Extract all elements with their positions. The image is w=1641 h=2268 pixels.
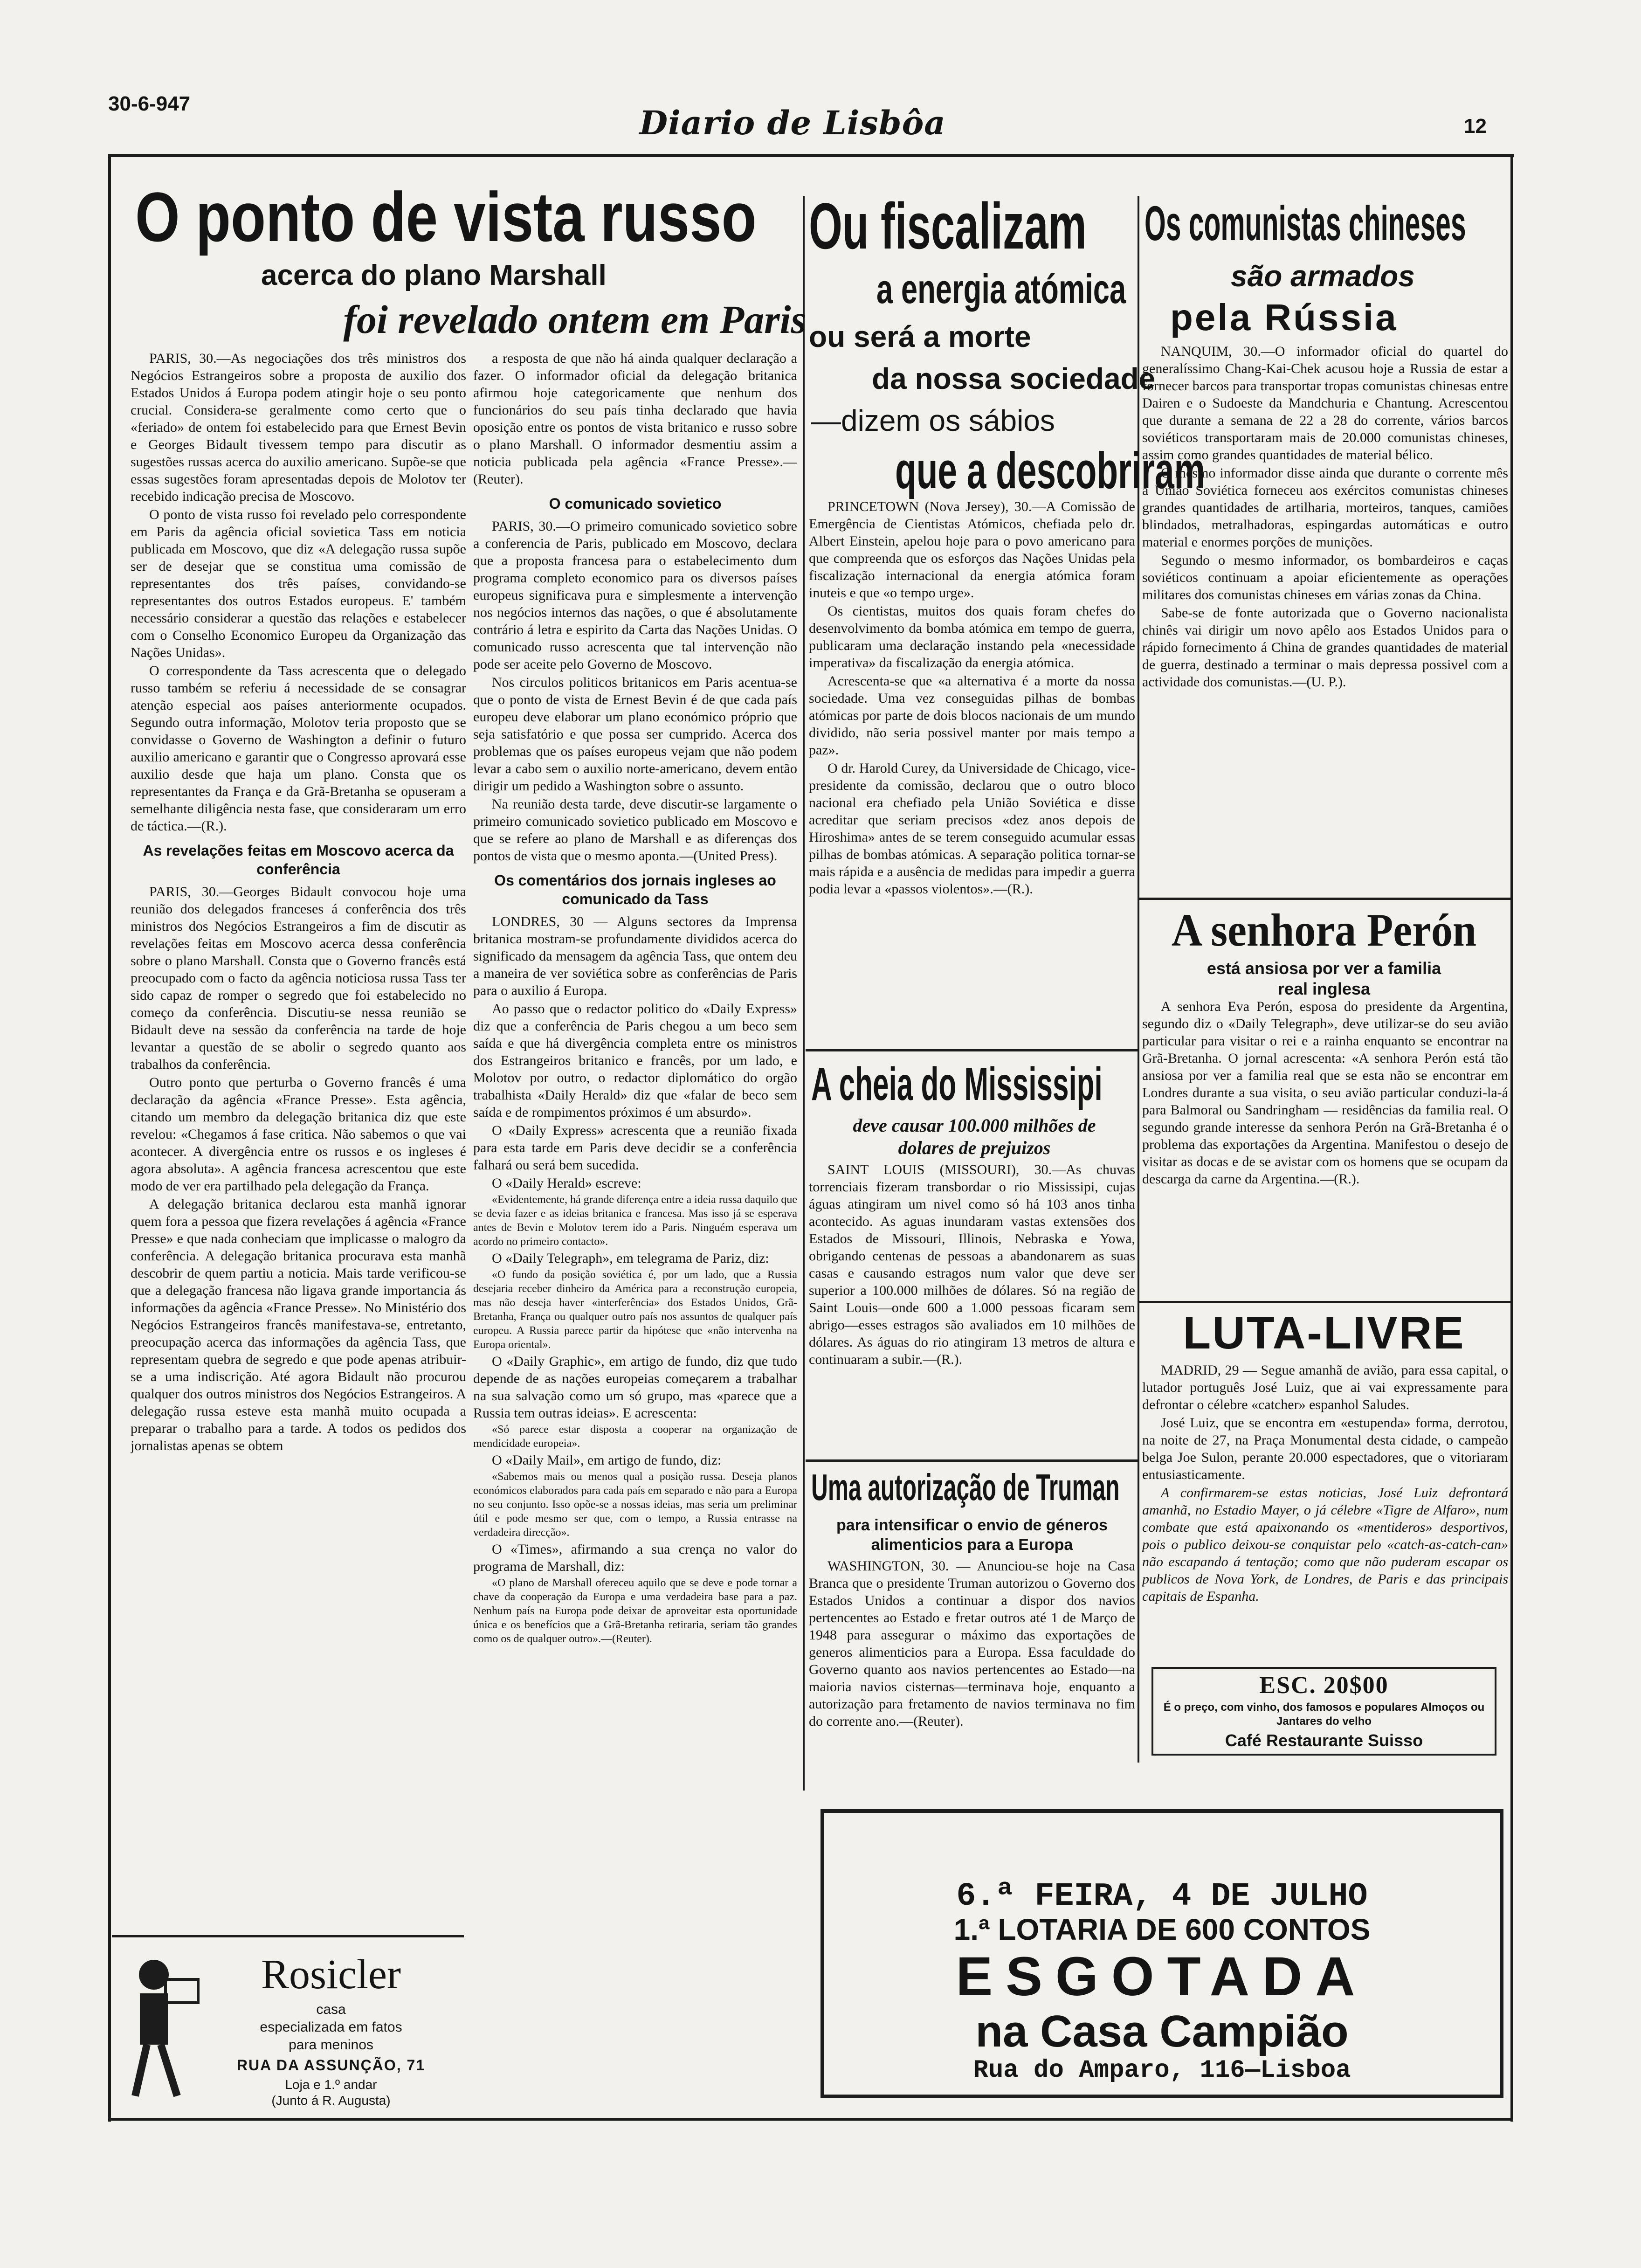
russo-quote: «Evidentemente, há grande diferença entre a ideia russa daquilo que se devia fazer e as ideias britanica e francesa. Mas isso já se esperava antes de Bevin e Molotov terem ido a Paris. Ninguém esperava um acordo no primeiro contacto».: [473, 1194, 797, 1248]
rosicler-line3: para meninos: [289, 2037, 373, 2053]
rosicler-line1: casa: [316, 2002, 346, 2017]
peron-headline: A senhora Perón: [1171, 904, 1477, 956]
atomica-headline-5: —dizem os sábios: [811, 404, 1055, 437]
russo-paragraph: PARIS, 30.—As negociações dos três ministros dos Negócios Estrangeiros sobre a proposta de auxilio dos Estados Unidos á Europa podem atingir hoje o seu ponto crucial. Considera-se geralmente como certo que o «feriado» de ontem foi estabelecido para que Ernest Bevin e Georges Bidault tivessem tempo para discutir as sugestões russas acerca do auxilio americano. Supõe-se que essas sugestões foram apresentadas depois de Molotov ter recebido indicação precisa de Moscovo.: [131, 351, 466, 504]
frame-top: [108, 154, 1514, 157]
suisso-text: É o preço, com vinho, dos famosos e populares Almoços ou Jantares do velho: [1163, 1701, 1485, 1728]
russo-paragraph: O ponto de vista russo foi revelado pelo correspondente em Paris da agência oficial sovietica Tass em noticia publicada em Moscovo, que diz «A delegação russa supõe ser de desejar que se constitua uma comissão de representantes dos três países, convidando-se representantes dos outros Estados europeus. E' também necessário considerar a questão das relações e estabelecer com o Conselho Economico Europeu da Organização das Nações Unidas».: [131, 507, 466, 660]
chineses-paragraph: Sabe-se de fonte autorizada que o Governo nacionalista chinês vai dirigir um novo apêlo aos Estados Unidos para o rápido fornecimento á China de grandes quantidades de material de guerra, destinado a terminar o mais depressa possivel com a actividade dos comunistas.—(U. P.).: [1142, 605, 1508, 690]
mississipi-subhead: deve causar 100.000 milhões de dolares de prejuizos: [853, 1115, 1096, 1158]
atomica-paragraph: Os cientistas, muitos dos quais foram chefes do desenvolvimento da bomba atómica em tempo de guerra, publicaram uma declaração instando pela «necessidade imperativa» da fiscalização da energia atómica.: [809, 603, 1135, 671]
chineses-paragraph: O mesmo informador disse ainda que durante o corrente mês a União Soviética forneceu aos exércitos comunistas chineses grandes quantidades de artilharia, morteiros, tanques, camiões blindados, metralhadoras, espingardas automáticas e outro material e enormes porções de munições.: [1142, 465, 1508, 550]
suisso-ad: [1151, 1667, 1496, 1756]
russo-paragraph: PARIS, 30.—O primeiro comunicado sovietico sobre a conferencia de Paris, publicado em Moscovo, declara que a proposta francesa para o estabelecimento dum programa completo economico para os diversos países europeus significava pura e simplesmente a intervenção nos negócios internos das nações, o que é absolutamente contrário á letra e espirito da Carta das Nações Unidas. O comunicado russo acrescenta que tal intervenção não pode ser aceite pelo Governo de Moscovo.: [473, 519, 797, 672]
chineses-paragraph: Segundo o mesmo informador, os bombardeiros e caças soviéticos continuam a apoiar eficientemente as operações militares dos comunistas chineses em várias zonas da China.: [1142, 553, 1508, 602]
atomica-body: [809, 498, 1135, 1039]
chineses-body: [1142, 343, 1508, 898]
truman-body: [809, 1557, 1135, 1800]
rosicler-line2: especializada em fatos: [260, 2019, 402, 2035]
russo-paragraph: Outro ponto que perturba o Governo francês é uma declaração da agência «France Presse». Esta agência, citando um membro da delegação britanica diz que este revelou: «Chegamos á fase critica. Não sabemos o que vai acontecer. A divergência entre os russos e os ingleses é agora absoluta». A agência francesa acrescentou que este modo de ver era partilhado pela delegação da França.: [131, 1075, 466, 1194]
mississipi-headline: A cheia do Mississipi: [811, 1058, 1103, 1110]
rosicler-ad: [112, 1935, 464, 2112]
russo-paragraph: Ao passo que o redactor politico do «Daily Express» diz que a conferência de Paris chegou a um beco sem saída e que há divergência completa entre os ministros dos Estrangeiros britanico e francês, por um lado, e Molotov por outro, o redactor diplomático do orgão trabalhista «Daily Herald» diz que «falar de beco sem saída e de rompimentos próximos é um absurdo».: [473, 1001, 797, 1120]
lotaria-title: 1.ª LOTARIA DE 600 CONTOS: [953, 1913, 1371, 1946]
russo-quote: «O plano de Marshall ofereceu aquilo que se deve e pode tornar a chave da cooperação da Europa e uma verdadeira base para a paz. Nenhum país na Europa pode deixar de aproveitar esta oportunidade única e os benefícios que a Grã-Bretanha retiraria, seriam tão grandes como os de qualquer outro».—(Reuter).: [473, 1577, 797, 1645]
chineses-headline-3: pela Rússia: [1170, 297, 1398, 338]
mississipi-top-rule: [806, 1049, 1138, 1051]
russo-column-1: [131, 350, 466, 1809]
russo-column-2: [473, 350, 797, 2122]
russo-subhead: acerca do plano Marshall: [261, 259, 607, 291]
russo-paragraph: A delegação britanica declarou esta manhã ignorar quem fora a pessoa que fizera revelações á agência «France Presse» e que nada conheciam que implicasse o malogro da conferência. A delegação britanica procurava esta manhã descobrir de quem partiu a noticia. Mais tarde verificou-se que a delegação francesa não ligava grande importancia ás informações da agência «France Presse». No Ministério dos Negócios Estrangeiros francês manifestava-se, entretanto, preocupação acerca das informações da agência Tass, que representam quebra de segredo e que pode apenas atribuir-se a uma indiscrição. Até agora Bidault não procurou qualquer dos outros ministros dos Negócios Estrangeiros. A delegação russa esteve esta manhã muito ocupada a preparar o trabalho para a tarde. A todos os pedidos dos jornalistas apenas se obtem: [131, 1196, 466, 1453]
page-number: 12: [1464, 115, 1487, 138]
russo-paragraph: PARIS, 30.—Georges Bidault convocou hoje uma reunião dos delegados franceses á conferência dos três ministros dos Negócios Estrangeiros a fim de discutir as revelações feitas em Moscovo acerca dessa conferência sobre o plano Marshall. Consta que o Governo francês está preocupado com o facto da agência noticiosa russa Tass ter sido capaz de romper o segredo que foi estabelecido no começo da conferência. Discutiu-se nessa reunião se Bidault deve na sessão da conferência na tarde de hoje levantar a questão de se abolir o segredo quanto aos trabalhos da conferência.: [131, 884, 466, 1072]
russo-paragraph: O «Times», afirmando a sua crença no valor do programa de Marshall, diz:: [473, 1542, 797, 1574]
masthead: Diario de Lisbôa: [639, 104, 946, 142]
chineses-paragraph: NANQUIM, 30.—O informador oficial do quartel do generalíssimo Chang-Kai-Chek acusou hoje a Russia de estar a fornecer barcos para transportar tropas comunistas chinesas entre Dairen e o Sudoeste da Mandchuria e Chantung. Acrescentou que durante a semana de 22 a 28 do corrente, vários barcos soviéticos transportaram mais de 20.000 comunistas chineses, assim como grandes quantidades de material bélico.: [1142, 344, 1508, 463]
atomica-headline-6: que a descobriram: [895, 442, 1206, 499]
frame-bottom: [108, 2118, 1513, 2121]
atomica-headline-4: da nossa sociedade: [872, 362, 1156, 395]
chineses-headline-2: são armados: [1231, 259, 1415, 293]
russo-paragraph: O «Daily Herald» escreve:: [492, 1175, 641, 1191]
suisso-price: ESC. 20$00: [1259, 1672, 1389, 1699]
luta-headline: LUTA-LIVRE: [1183, 1307, 1465, 1358]
rosicler-name: Rosicler: [261, 1951, 401, 1998]
atomica-paragraph: O dr. Harold Curey, da Universidade de Chicago, vice-presidente da comissão, declarou que o outro bloco nacional era chefiado pela União Soviética e disse acreditar que seriam precisos «dez anos depois de Hiroshima» antes de se terem conseguido acumular essas pilhas de bombas atómicas. A separação politica tornar-se mais rápida e a ausência de medidas para impedir a guerra podia levar a «passos violentos».—(R.).: [809, 761, 1135, 897]
russo-paragraph: O «Daily Graphic», em artigo de fundo, diz que tudo depende de as nações europeias começarem a trabalhar na sua salvação como um só grupo, mas «parece que a Russia tem outras ideias». E acrescenta:: [473, 1354, 797, 1421]
russo-section-title: Os comentários dos jornais ingleses ao comunicado da Tass: [494, 872, 776, 907]
page-date: 30-6-947: [108, 92, 191, 115]
russo-headline: O ponto de vista russo: [135, 178, 757, 256]
luta-top-rule: [1139, 1301, 1511, 1303]
mississipi-body: [809, 1161, 1135, 1441]
mississipi-paragraph: SAINT LOUIS (MISSOURI), 30.—As chuvas torrenciais fizeram transbordar o rio Mississipi, cujas águas atingiram um nivel como só há 103 anos tinha acontecido. As aguas inundaram vastas extensões dos Estados de Missouri, Illinois, Nebraska e Yowa, obrigando centenas de pessoas a abandonarem as suas casas e causando estragos num valor que deve ser superior a 100.000 milhões de dólares. Só na região de Saint Louis—onde 600 a 1.000 pessoas ficaram sem abrigo—esses estragos são avaliados em 10 milhões de dólares. As águas do rio atingiram 13 metros de altura e continuaram a subir.—(R.).: [809, 1162, 1135, 1367]
russo-subhead2: foi revelado ontem em Paris: [343, 297, 807, 342]
lotaria-ad: [820, 1809, 1503, 2098]
truman-paragraph: WASHINGTON, 30. — Anunciou-se hoje na Casa Branca que o presidente Truman autorizou o Governo dos Estados Unidos a continuar a dispor dos navios pertencentes ao Estado e fretar outros até 1 de Março de 1948 para assegurar o máximo das exportações de generos alimenticios para a Europa. Essa faculdade do Governo quanto aos navios pertencentes ao Estado—na maioria navios cisternas—terminava hoje, enquanto a autorização para fretamento de navios terminava no fim do corrente ano.—(Reuter).: [809, 1558, 1135, 1729]
russo-paragraph: a resposta de que não há ainda qualquer declaração a fazer. O informador oficial da delegação britanica afirmou hoje categoricamente que nenhum dos funcionários do seu país tinha declarado que havia oposição entre os pontos de vista britanico e russo sobre o plano Marshall. O informador desmentiu assim a noticia publicada pela agência «France Presse».—(Reuter).: [473, 351, 797, 487]
rosicler-floor: Loja e 1.º andar: [285, 2077, 377, 2092]
frame-right: [1510, 154, 1513, 2122]
luta-body: [1142, 1362, 1508, 1669]
atomica-paragraph: PRINCETOWN (Nova Jersey), 30.—A Comissão de Emergência de Cientistas Atómicos, chefiada pelo dr. Albert Einstein, apelou hoje para o povo americano para que compreenda que os esforços das Nações Unidas pela fiscalização internacional da energia atómica foram inuteis e que «o tempo urge».: [809, 499, 1135, 601]
luta-paragraph: MADRID, 29 — Segue amanhã de avião, para essa capital, o lutador português José Luiz, que ai vai expressamente para defrontar o célebre «catcher» espanhol Saludes.: [1142, 1362, 1508, 1412]
peron-subhead: está ansiosa por ver a familia real inglesa: [1207, 959, 1441, 998]
peron-body: [1142, 998, 1508, 1306]
truman-headline: Uma autorização de Truman: [811, 1466, 1120, 1508]
russo-quote: «Só parece estar disposta a cooperar na organização de mendicidade europeia».: [473, 1424, 797, 1450]
column-rule-1: [803, 196, 805, 1791]
atomica-headline-3: ou será a morte: [809, 320, 1031, 353]
column-rule-2: [1138, 196, 1139, 1763]
russo-paragraph: Na reunião desta tarde, deve discutir-se largamente o primeiro comunicado sovietico publicado em Moscovo e que se refere ao plano de Marshall e as diferenças dos pontos de vista que o mesmo aponta.—(United Press).: [473, 796, 797, 864]
russo-section-title: As revelações feitas em Moscovo acerca da conferência: [143, 842, 454, 878]
suisso-name: Café Restaurante Suisso: [1225, 1731, 1423, 1750]
russo-quote: «Sabemos mais ou menos qual a posição russa. Deseja planos económicos elaborados para cada país em separado e não para a Europa no seu conjunto. Isso opõe-se a nossas ideias, mas seria um preliminar útil e pode mesmo ser que, com o tempo, a Russia entrasse na verdadeira direcção».: [473, 1471, 797, 1539]
atomica-headline-1: Ou fiscalizam: [809, 189, 1087, 263]
atomica-headline-2: a energia atómica: [876, 266, 1126, 312]
russo-paragraph: O «Daily Mail», em artigo de fundo, diz:: [492, 1452, 722, 1468]
peron-paragraph: A senhora Eva Perón, esposa do presidente da Argentina, segundo diz o «Daily Telegraph», deve utilizar-se do seu avião particular para visitar o rei e a rainha enquanto se encontrar na Grã-Bretanha. O jornal acrescenta: «A senhora Perón está tão ansiosa por ver a familia real que se esta não se encontrar em Londres durante a sua visita, o seu avião particular conduzi-la-á para Balmoral ou Sandringham — residências da familia real. O segundo grande interesse da senhora Perón na Grã-Bretanha é o problema das exportações da Argentina. Manifestou o desejo de visitar as docas e de se avistar com os homens que se ocupam da descarga da carne da Argentina.—(R.).: [1142, 999, 1508, 1187]
truman-subhead: para intensificar o envio de géneros alimenticios para a Europa: [836, 1516, 1108, 1554]
rosicler-near: (Junto á R. Augusta): [271, 2093, 391, 2108]
rosicler-logo-figure: [121, 1951, 200, 2105]
lotaria-sold-out: ESGOTADA: [956, 1946, 1368, 2007]
atomica-paragraph: Acrescenta-se que «a alternativa é a morte da nossa sociedade. Uma vez conseguidas pilhas de bombas atómicas por parte de dois blocos nacionais de um mundo dividido, não seria possivel manter por mais tempo a paz».: [809, 673, 1135, 758]
lotaria-date: 6.ª FEIRA, 4 DE JULHO: [956, 1878, 1368, 1915]
truman-top-rule: [806, 1459, 1138, 1462]
rosicler-address: RUA DA ASSUNÇÃO, 71: [236, 2057, 426, 2074]
lotaria-shop: na Casa Campião: [975, 2006, 1349, 2056]
russo-paragraph: Nos circulos politicos britanicos em Paris acentua-se que o ponto de vista de Ernest Bevin é de que cada país europeu deve elaborar um plano económico próprio que seja satisfatório e que possa ser cumprido. Acerca dos problemas que os países europeus vejam que não podem levar a cabo sem o auxilio norte-americano, devem então dirigir um pedido a Washington sobre o assunto.: [473, 675, 797, 794]
russo-section-title: O comunicado sovietico: [549, 495, 722, 512]
lotaria-address: Rua do Amparo, 116—Lisboa: [973, 2056, 1351, 2085]
luta-italic-paragraph: A confirmarem-se estas noticias, José Luiz defrontará amanhã, no Estadio Mayer, o já célebre «Tigre de Alfaro», num combate que está apaixonando os «mentideros» desportivos, pois o publico deixou-se conquistar pelo «catch-as-catch-can» não escapando á tentação; como que não puderam escapar os publicos de Nova York, de Londres, de Paris e das principais capitais de Espanha.: [1142, 1485, 1508, 1604]
russo-paragraph: O correspondente da Tass acrescenta que o delegado russo também se referiu á necessidade de se consagrar atenção especial aos países anteriormente ocupados. Segundo outra informação, Molotov teria proposto que se convidasse o Governo de Washington a definir o futuro auxilio americano e garantir que o Congresso aprovará esse auxilio desde que haja um plano. Consta que os representantes da França e da Grã-Bretanha se opuseram a semelhante diligência nesta fase, que consideraram um erro de táctica.—(R.).: [131, 663, 466, 834]
luta-paragraph: José Luiz, que se encontra em «estupenda» forma, derrotou, na noite de 27, na Praça Monumental desta cidade, o campeão belga Joe Sulon, perante 20.000 espectadores, que o vitoriaram entusiasticamente.: [1142, 1415, 1508, 1482]
russo-paragraph: O «Daily Telegraph», em telegrama de Pariz, diz:: [492, 1251, 769, 1266]
chineses-headline-1: Os comunistas chineses: [1145, 196, 1466, 251]
frame-left: [108, 154, 111, 2122]
russo-paragraph: LONDRES, 30 — Alguns sectores da Imprensa britanica mostram-se profundamente divididos acerca do significado da mensagem da agência Tass, que ontem deu a maneira de ver soviética sobre as conferências de Paris para o auxilio á Europa.: [473, 914, 797, 998]
peron-top-rule: [1139, 898, 1511, 900]
russo-paragraph: O «Daily Express» acrescenta que a reunião fixada para esta tarde em Paris deve decidir se a conferência falhará ou será bem sucedida.: [473, 1123, 797, 1173]
russo-quote: «O fundo da posição soviética é, por um lado, que a Russia desejaria receber dinheiro da América para a reconstrução europeia, mas não deseja haver «interferência» dos Estados Unidos, Grã-Bretanha, França ou qualquer outro país nos assuntos de qualquer país europeu. A Russia parece partir da hipótese que «não intervenha na Europa oriental».: [473, 1269, 797, 1351]
